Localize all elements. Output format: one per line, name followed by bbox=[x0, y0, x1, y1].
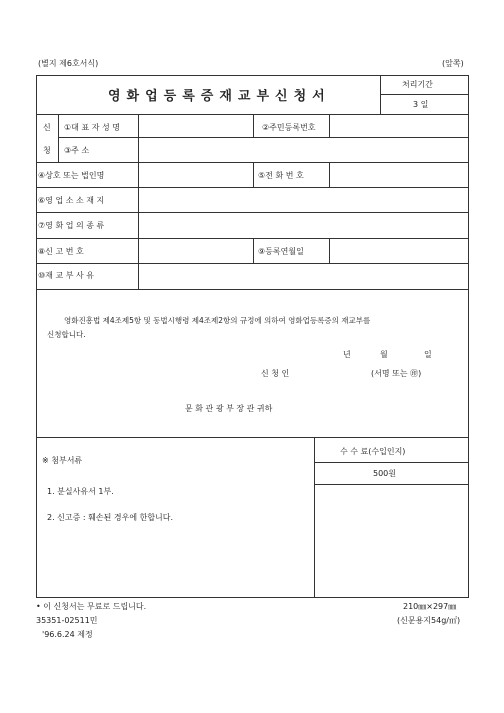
form-number: (별지 제6호서식) bbox=[38, 59, 99, 68]
representative-name-field[interactable] bbox=[139, 115, 253, 137]
paper-weight: (신문용지54g/㎡) bbox=[397, 616, 461, 625]
address-label: ③주 소 bbox=[64, 146, 90, 155]
report-number-label: ⑧신 고 번 호 bbox=[38, 247, 84, 256]
fee-label: 수 수 료(수입인지) bbox=[340, 447, 406, 456]
film-business-type-field[interactable] bbox=[139, 213, 468, 237]
attachment-item-1: 1. 분실사유서 1부. bbox=[47, 487, 114, 496]
date-month-label: 월 bbox=[380, 350, 388, 359]
report-number-field[interactable] bbox=[139, 239, 253, 263]
resident-number-field[interactable] bbox=[330, 115, 468, 137]
registration-date-label: ⑨등록연월일 bbox=[258, 247, 304, 256]
signature-or-seal-label: (서명 또는 ㊞) bbox=[371, 369, 422, 378]
company-name-label: ④상호 또는 법인명 bbox=[38, 171, 105, 180]
free-notice: • 이 신청서는 무료로 드립니다. bbox=[36, 602, 147, 611]
film-business-type-label: ⑦영 화 업 의 종 류 bbox=[38, 221, 105, 230]
attachment-item-2: 2. 신고증 : 훼손된 경우에 한합니다. bbox=[47, 513, 174, 522]
declaration-text-cont: 신청합니다. bbox=[47, 330, 86, 339]
applicant-signature-label: 신 청 인 bbox=[261, 369, 290, 378]
phone-number-field[interactable] bbox=[330, 163, 468, 186]
form-code: 35351-02511민 bbox=[36, 616, 98, 625]
reissue-reason-label: ⑩재 교 부 사 유 bbox=[38, 271, 94, 280]
phone-number-label: ⑤전 화 번 호 bbox=[258, 171, 304, 180]
fee-amount: 500원 bbox=[373, 469, 396, 478]
date-day-label: 일 bbox=[424, 350, 432, 359]
page-side-label: (앞쪽) bbox=[442, 59, 464, 68]
processing-period-value: 3 일 bbox=[413, 100, 429, 109]
applicant-label-2: 청 bbox=[43, 146, 51, 155]
address-field[interactable] bbox=[139, 138, 468, 161]
attachments-heading: ※ 첨부서류 bbox=[42, 456, 83, 465]
addressee: 문 화 관 광 부 장 관 귀하 bbox=[185, 404, 273, 413]
registration-date-field[interactable] bbox=[330, 239, 468, 263]
reissue-reason-field[interactable] bbox=[139, 264, 468, 288]
processing-period-label: 처리기간 bbox=[402, 80, 433, 89]
date-year-label: 년 bbox=[343, 350, 351, 359]
form-title: 영화업등록증재교부신청서 bbox=[108, 89, 331, 104]
company-name-field[interactable] bbox=[139, 163, 253, 186]
applicant-signature-field[interactable] bbox=[310, 366, 365, 380]
paper-size: 210㎜×297㎜ bbox=[403, 602, 457, 611]
enactment-date: '96.6.24 제정 bbox=[42, 630, 93, 639]
resident-number-label: ②주민등록번호 bbox=[262, 123, 316, 132]
business-location-label: ⑥영 업 소 소 재 지 bbox=[38, 196, 105, 205]
applicant-label: 신 bbox=[43, 123, 51, 132]
declaration-text: 영화진흥법 제4조제5항 및 동법시행령 제4조제2항의 규정에 의하여 영화업등록증의 재교부를 bbox=[64, 316, 371, 325]
business-location-field[interactable] bbox=[139, 188, 468, 211]
representative-name-label: ①대 표 자 성 명 bbox=[64, 123, 120, 132]
